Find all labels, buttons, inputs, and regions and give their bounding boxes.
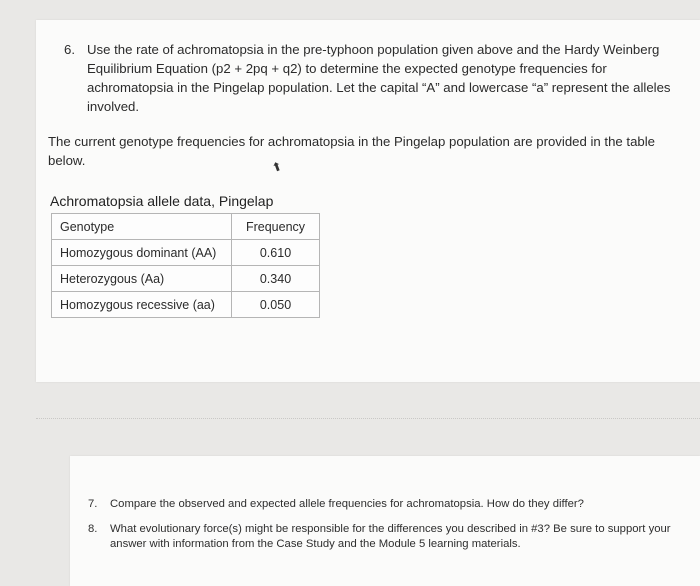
divider (36, 418, 700, 419)
table-row (52, 240, 320, 266)
header-frequency: Frequency (232, 214, 320, 240)
question-text: Use the rate of achromatopsia in the pre-typhoon population given above and the Hardy Weinberg Equilibrium Equation (p2 + 2pq + q2) to determine the expected genotype frequencies for achromatopsia in the Pingelap population. Let the capital “A” and lowercase “a” represent the alleles involved. (87, 42, 671, 114)
table-title: Achromatopsia allele data, Pingelap (50, 193, 274, 209)
question-list (88, 497, 678, 562)
table-row (52, 292, 320, 318)
table-header-row (52, 214, 320, 240)
frequency-cell: 0.610 (232, 240, 320, 266)
genotype-cell: Homozygous recessive (aa) (52, 292, 232, 318)
genotype-cell: Homozygous dominant (AA) (52, 240, 232, 266)
question-text: Compare the observed and expected allele frequencies for achromatopsia. How do they differ? (110, 498, 584, 510)
table-row (52, 266, 320, 292)
genotype-cell: Heterozygous (Aa) (52, 266, 232, 292)
question-7 (88, 497, 678, 512)
question-number: 7. (88, 498, 98, 510)
question-number: 8. (88, 523, 98, 535)
mouse-cursor-icon: ⬆ (269, 158, 285, 176)
question-8 (88, 522, 678, 552)
question-6 (48, 40, 678, 116)
allele-data-table (51, 213, 320, 318)
question-number: 6. (64, 42, 75, 57)
frequency-cell: 0.050 (232, 292, 320, 318)
intro-paragraph: The current genotype frequencies for achromatopsia in the Pingelap population are provided in the table below. (48, 134, 656, 168)
question-text: What evolutionary force(s) might be responsible for the differences you described in #3? Be sure to support your answer with information from the Case Study and the Module 5 learning materials. (110, 523, 671, 550)
header-genotype: Genotype (52, 214, 232, 240)
frequency-cell: 0.340 (232, 266, 320, 292)
